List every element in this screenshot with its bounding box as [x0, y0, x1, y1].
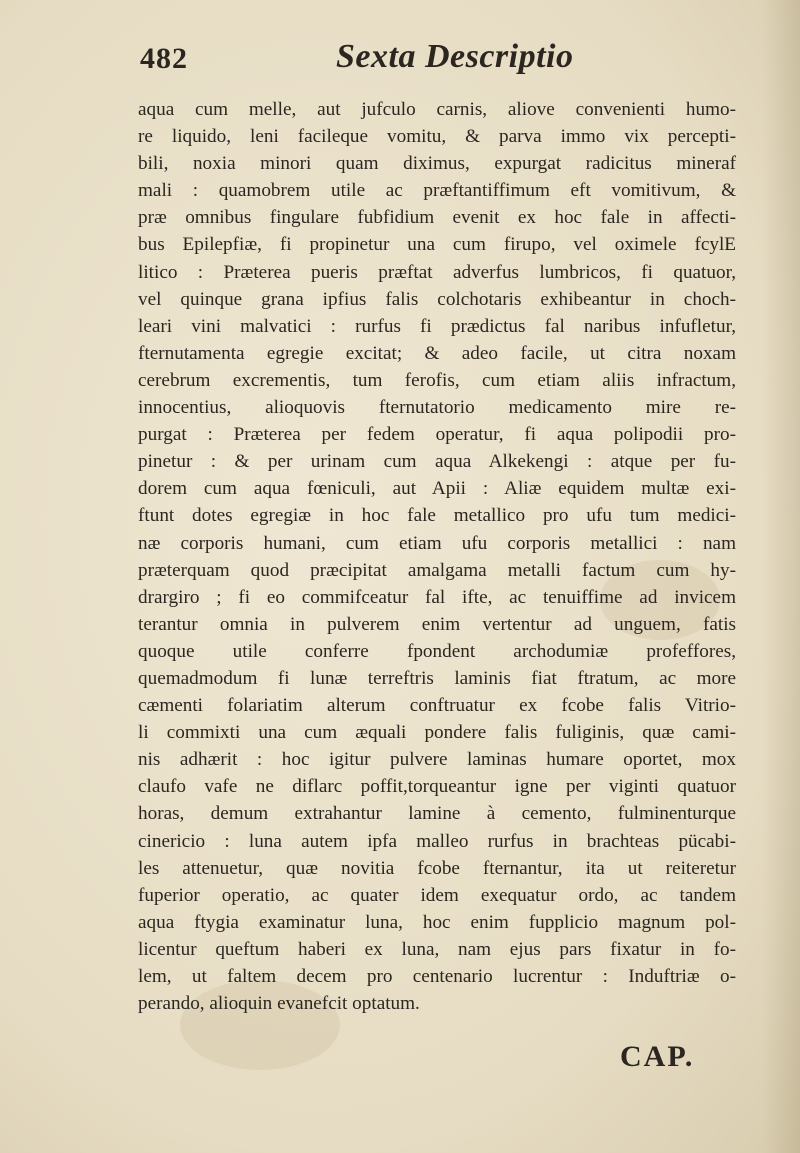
text-line: cerebrum excrementis, tum ferofis, cum etiam aliis infractum, [138, 369, 736, 391]
text-line: aqua cum melle, aut jufculo carnis, aliove convenienti humo- [138, 99, 736, 120]
text-line: nis adhærit : hoc igitur pulvere laminas humare oportet, mox [138, 749, 736, 771]
text-line: lem, ut faltem decem pro centenario lucrentur : Induftriæ o- [138, 966, 736, 987]
text-line: pinetur : & per urinam cum aqua Alkekengi : atque per fu- [138, 451, 736, 473]
text-line: aqua ftygia examinatur luna, hoc enim fupplicio magnum pol- [138, 911, 736, 933]
text-line: bili, noxia minori quam diximus, expurgat radicitus mineraf [138, 153, 736, 175]
text-line: ftunt dotes egregiæ in hoc fale metallico pro ufu tum medici- [138, 505, 736, 527]
text-line: vel quinque grana ipfius falis colchotaris exhibeantur in choch- [138, 288, 736, 310]
text-line: litico : Præterea pueris præftat adverfus lumbricos, fi quatuor, [138, 261, 736, 283]
text-line: licentur queftum haberi ex luna, nam ejus pars fixatur in fo- [138, 938, 736, 960]
text-line: fternutamenta egregie excitat; & adeo facile, ut citra noxam [138, 342, 736, 364]
body-text [138, 96, 736, 1017]
text-line: fuperior operatio, ac quater idem exequatur ordo, ac tandem [138, 884, 736, 906]
text-line: dorem cum aqua fœniculi, aut Apii : Aliæ equidem multæ exi- [138, 478, 736, 500]
text-line: mali : quamobrem utile ac præftantiffimum eft vomitivum, & [138, 180, 736, 202]
text-line: re liquido, leni facileque vomitu, & parva immo vix percepti- [138, 126, 736, 148]
page-header [140, 32, 700, 92]
text-line: li commixti una cum æquali pondere falis fuliginis, quæ cami- [138, 722, 736, 744]
text-line: leari vini malvatici : rurfus fi prædictus fal naribus infufletur, [138, 315, 736, 337]
running-title: Sexta Descriptio [336, 38, 574, 75]
page-edge-shadow [762, 0, 800, 1153]
text-line: quoque utile conferre fpondent archodumiæ profeffores, [138, 640, 736, 662]
text-line: quemadmodum fi lunæ terreftris laminis fiat ftratum, ac more [138, 667, 736, 689]
text-line: cinericio : luna autem ipfa malleo rurfus in brachteas pücabi- [138, 830, 736, 852]
text-line: les attenuetur, quæ novitia fcobe fternantur, ita ut reiteretur [138, 857, 736, 879]
text-line: drargiro ; fi eo commifceatur fal ifte, ac tenuiffime ad invicem [138, 586, 736, 608]
text-line: claufo vafe ne diflarc poffit,torqueantur igne per viginti quatuor [138, 776, 736, 798]
text-line: bus Epilepfiæ, fi propinetur una cum firupo, vel oximele fcylE [138, 234, 736, 256]
text-line: præterquam quod præcipitat amalgama metalli factum cum hy- [138, 559, 736, 581]
text-line: perando, alioquin evanefcit optatum. [138, 993, 420, 1015]
text-line: cæmenti folariatim alterum conftruatur ex fcobe falis Vitrio- [138, 695, 736, 717]
page-number: 482 [140, 42, 188, 75]
text-line: terantur omnia in pulverem enim vertentur ad unguem, fatis [138, 613, 736, 635]
text-line: purgat : Præterea per fedem operatur, fi aqua polipodii pro- [138, 424, 736, 446]
text-line: næ corporis humani, cum etiam ufu corporis metallici : nam [138, 532, 736, 554]
catchword: CAP. [620, 1040, 695, 1073]
text-line: innocentius, alioquovis fternutatorio medicamento mire re- [138, 397, 736, 419]
text-line: horas, demum extrahantur lamine à cemento, fulminenturque [138, 803, 736, 825]
text-line: præ omnibus fingulare fubfidium evenit ex hoc fale in affecti- [138, 207, 736, 229]
